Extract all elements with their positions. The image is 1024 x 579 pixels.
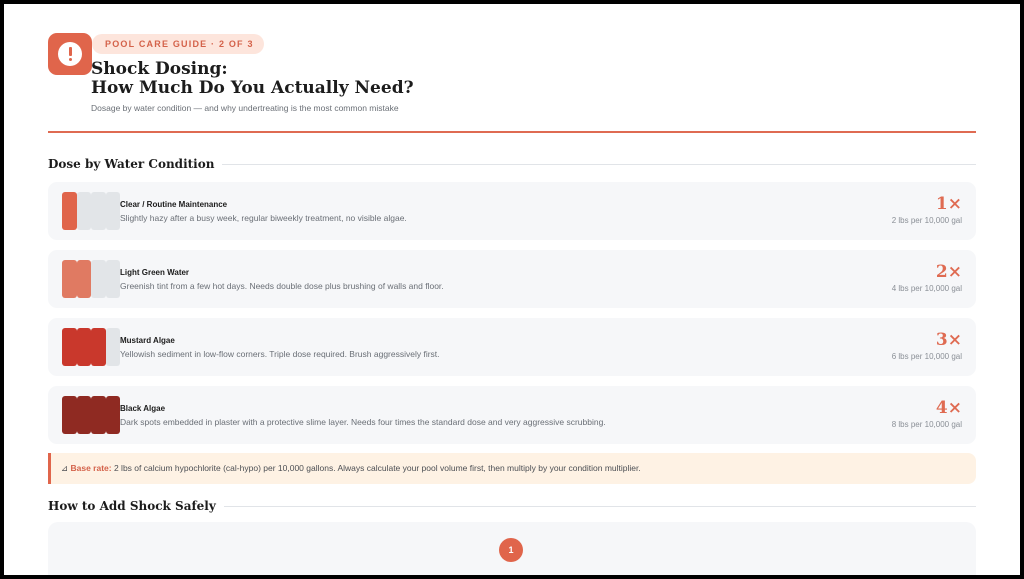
steps-panel — [48, 522, 976, 575]
severity-segment — [91, 328, 106, 366]
page-title-line2: How Much Do You Actually Need? — [91, 78, 414, 98]
dose-multiplier: 3× — [935, 330, 962, 350]
alert-icon — [48, 33, 92, 75]
severity-segment — [106, 396, 121, 434]
condition-description: Greenish tint from a few hot days. Needs double dose plus brushing of walls and floor. — [120, 281, 444, 291]
severity-segment — [62, 260, 77, 298]
triangle-ruler-icon: ⊿ — [61, 463, 69, 473]
severity-segment — [106, 260, 121, 298]
dose-multiplier: 1× — [935, 194, 962, 214]
condition-name: Clear / Routine Maintenance — [120, 200, 228, 209]
section-title: Dose by Water Condition — [48, 157, 215, 171]
condition-name: Mustard Algae — [120, 336, 175, 345]
condition-description: Yellowish sediment in low-flow corners. Triple dose required. Brush aggressively first. — [120, 349, 440, 359]
section-heading-dose — [48, 157, 976, 171]
severity-segment — [91, 260, 106, 298]
section-divider — [222, 164, 976, 165]
note-lead: Base rate: — [70, 463, 112, 473]
severity-segment — [106, 328, 121, 366]
condition-name: Light Green Water — [120, 268, 190, 277]
page-subtitle: Dosage by water condition — and why undertreating is the most common mistake — [91, 103, 399, 113]
page-title — [91, 60, 651, 98]
severity-swatch — [62, 260, 120, 298]
condition-card — [48, 250, 976, 308]
note-text: 2 lbs of calcium hypochlorite (cal-hypo) per 10,000 gallons. Always calculate your pool volume first, then multiply by your condition multiplier. — [111, 463, 641, 473]
severity-swatch — [62, 396, 120, 434]
condition-card — [48, 386, 976, 444]
severity-segment — [91, 396, 106, 434]
condition-card — [48, 318, 976, 376]
page — [4, 4, 1020, 575]
severity-segment — [77, 260, 92, 298]
dose-rate: 6 lbs per 10,000 gal — [891, 352, 962, 361]
severity-segment — [62, 396, 77, 434]
condition-card — [48, 182, 976, 240]
condition-name: Black Algae — [120, 404, 166, 413]
severity-segment — [77, 396, 92, 434]
condition-description: Dark spots embedded in plaster with a protective slime layer. Needs four times the standard dose and very aggressive scrubbing. — [120, 417, 606, 427]
page-title-line1: Shock Dosing: — [91, 59, 228, 79]
eyebrow-badge: POOL CARE GUIDE · 2 OF 3 — [92, 34, 264, 54]
dose-multiplier: 4× — [935, 398, 962, 418]
header-divider — [48, 131, 976, 133]
section-divider — [224, 506, 976, 507]
dose-rate: 2 lbs per 10,000 gal — [891, 216, 962, 225]
severity-swatch — [62, 328, 120, 366]
severity-segment — [62, 192, 77, 230]
severity-segment — [106, 192, 121, 230]
severity-segment — [77, 192, 92, 230]
section-heading-steps — [48, 499, 976, 513]
step-number-badge: 1 — [499, 538, 523, 562]
dose-multiplier: 2× — [935, 262, 962, 282]
condition-description: Slightly hazy after a busy week, regular biweekly treatment, no visible algae. — [120, 213, 407, 223]
dose-rate: 4 lbs per 10,000 gal — [891, 284, 962, 293]
dose-rate: 8 lbs per 10,000 gal — [891, 420, 962, 429]
severity-segment — [62, 328, 77, 366]
severity-segment — [91, 192, 106, 230]
section-title: How to Add Shock Safely — [48, 499, 216, 513]
base-rate-note — [48, 453, 976, 484]
severity-swatch — [62, 192, 120, 230]
severity-segment — [77, 328, 92, 366]
